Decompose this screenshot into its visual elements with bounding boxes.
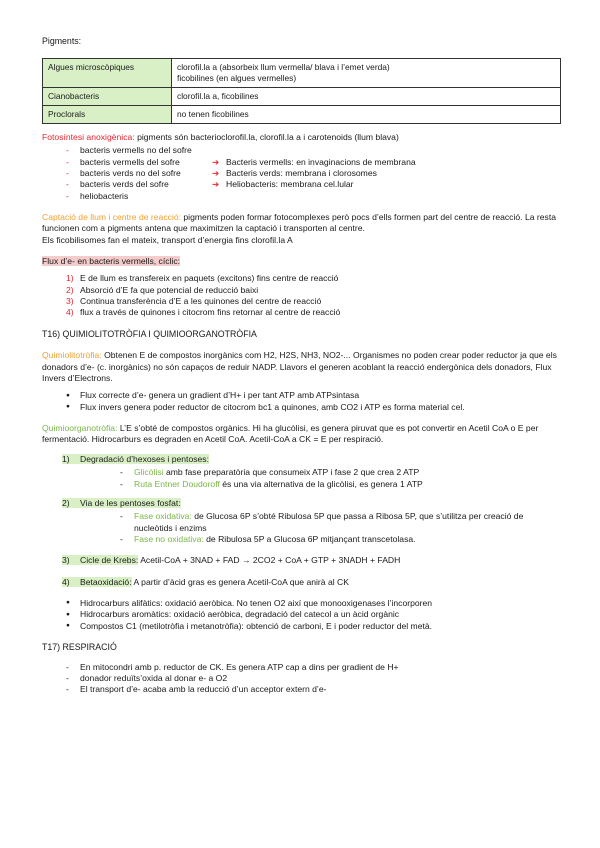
- list-item: ● Flux invers genera poder reductor de citocrom bc1 a quinones, amb CO2 i ATP es forma material cel.: [66, 402, 562, 413]
- step-2: 2) Via de les pentoses fosfat: - Fase oxidativa: de Glucosa 6P s’obté Ribulosa 5P que passa a Ribosa 5P, que s’utilitza per creació de nucleòtids i enzims - Fase no oxidativa: de Ribulosa 5P a Glucosa 6P mitjançant transcetolasa.: [62, 498, 562, 545]
- pigments-title: Pigments:: [42, 36, 82, 46]
- flux-title: Flux d’e- en bacteris vermells, cíclic:: [42, 256, 181, 267]
- table-key: Proclorals: [43, 105, 172, 123]
- list-item: 1) E de llum es transfereix en paquets (excitons) fins centre de reacció: [66, 273, 339, 284]
- list-item: - bacteris vermells no del sofre: [66, 145, 192, 156]
- table-value: clorofil.la a, ficobilines: [172, 87, 561, 105]
- step-2-list: [62, 511, 562, 545]
- list-item: - Glicòlisi amb fase preparatòria que consumeix ATP i fase 2 que crea 2 ATP: [120, 467, 420, 478]
- list-item: ● Hidrocarburs aromàtics: oxidació aeròbica, degradació del catecol a un àcid orgànic: [66, 609, 562, 620]
- list-item: - Ruta Entner Doudoroff és una via alternativa de la glicòlisi, es genera 1 ATP: [120, 478, 423, 489]
- step-4: 4) Betaoxidació: A partir d’àcid gras es genera Acetil-CoA que anirà al CK: [62, 576, 349, 587]
- table-row: [43, 58, 561, 87]
- list-item: - donador reduïts’oxida al donar e- a O2: [66, 672, 228, 683]
- list-item: 2) Absorció d’E fa que potencial de reducció baixi: [66, 284, 259, 295]
- section-heading-t16: T16) QUIMIOLITOTRÒFIA I QUIMIOORGANOTRÒFIA: [42, 328, 257, 339]
- quimiolito-paragraph: Quimiolitotròfia: Obtenen E de compostos inorgànics com H2, H2S, NH3, NO2-... Organismes no poden crear poder reductor ja que els donadors d’e- (c. inorgànics) no són capaços de reduir NADP. Llavors el generen acoblant la reacció endergònica dels donadors, Flux Invers d’Electrons.: [42, 350, 557, 384]
- list-item: - El transport d’e- acaba amb la reducció d’un acceptor extern d’e-: [66, 684, 327, 695]
- quimiolito-bullets: [42, 390, 562, 413]
- respiracio-list: [42, 662, 562, 696]
- captacio-paragraph: Captació de llum i centre de reacció: pigments poden formar fotocomplexes però pocs d’ells formen part del centre de reacció. La resta funcionen com a pigments antena que maximitzen la captació i transporten al centre.: [42, 212, 556, 234]
- table-row: [43, 87, 561, 105]
- list-item: - Fase oxidativa: de Glucosa 6P s’obté Ribulosa 5P que passa a Ribosa 5P, que s’utilitza per creació de nucleòtids i enzims: [120, 511, 524, 533]
- table-key: Algues microscòpiques: [43, 58, 172, 87]
- list-item: - bacteris verds del sofre ➔ Heliobacteris: membrana cel.lular: [66, 179, 354, 190]
- fotosintesi-paragraph: Fotosíntesi anoxigènica: pigments són bacterioclorofil.la, clorofil.la a i carotenoids (llum blava): [42, 131, 399, 142]
- pigments-table: [42, 58, 561, 124]
- bacteria-list: [42, 145, 562, 202]
- table-value: no tenen ficobilines: [172, 105, 561, 123]
- list-item: - Fase no oxidativa: de Ribulosa 5P a Glucosa 6P mitjançant transcetolasa.: [120, 533, 416, 544]
- list-item: 4) flux a través de quinones i citocrom fins retornar al centre de reacció: [66, 307, 341, 318]
- captacio-line2: Els ficobilisomes fan el mateix, transport d’energia fins clorofil.la A: [42, 234, 293, 245]
- step-1: 1) Degradació d’hexoses i pentoses: - Glicòlisi amb fase preparatòria que consumeix ATP i fase 2 que crea 2 ATP - Ruta Entner Doudoroff és una via alternativa de la glicòlisi, es genera 1 ATP: [62, 454, 562, 490]
- arrow-icon: ➔: [212, 156, 220, 167]
- table-value: clorofil.la a (absorbeix llum vermella/ blava i l’emet verda) ficobilines (en algues vermelles): [172, 58, 561, 87]
- step-3: 3) Cicle de Krebs: Acetil-CoA + 3NAD + FAD → 2CO2 + CoA + GTP + 3NADH + FADH: [62, 555, 401, 566]
- flux-list: [42, 273, 562, 318]
- list-item: - heliobacteris: [66, 190, 129, 201]
- quimioorg-paragraph: Quimioorganotròfia: L’E s’obté de compostos orgànics. Hi ha glucòlisi, es genera piruvat que es pot convertir en Acetil CoA o E per fermentació. Hidrocarburs es degraden en Acetil CoA. Acetil-CoA a CK = E per respiració.: [42, 423, 539, 445]
- step-1-list: [62, 467, 562, 490]
- arrow-icon: ➔: [212, 168, 220, 179]
- arrow-icon: ➔: [212, 179, 220, 190]
- list-item: ● Hidrocarburs alifàtics: oxidació aeròbica. No tenen O2 així que monooxigenases l’incorporen: [66, 598, 562, 609]
- list-item: ● Compostos C1 (metilotròfia i metanotròfia): obtenció de carboni, E i poder reductor del metà.: [66, 621, 562, 632]
- list-item: - bacteris verds no del sofre ➔ Bacteris verds: membrana i clorosomes: [66, 168, 377, 179]
- section-heading-t17: T17) RESPIRACIÓ: [42, 641, 117, 652]
- table-key: Cianobacteris: [43, 87, 172, 105]
- hidrocarburs-bullets: [42, 598, 562, 632]
- list-item: - bacteris vermells del sofre ➔ Bacteris vermells: en invaginacions de membrana: [66, 156, 416, 167]
- list-item: ● Flux correcte d’e- genera un gradient d’H+ i per tant ATP amb ATPsintasa: [66, 390, 562, 401]
- list-item: - En mitocondri amb p. reductor de CK. Es genera ATP cap a dins per gradient de H+: [66, 661, 399, 672]
- list-item: 3) Continua transferència d’E a les quinones del centre de reacció: [66, 296, 322, 307]
- table-row: [43, 105, 561, 123]
